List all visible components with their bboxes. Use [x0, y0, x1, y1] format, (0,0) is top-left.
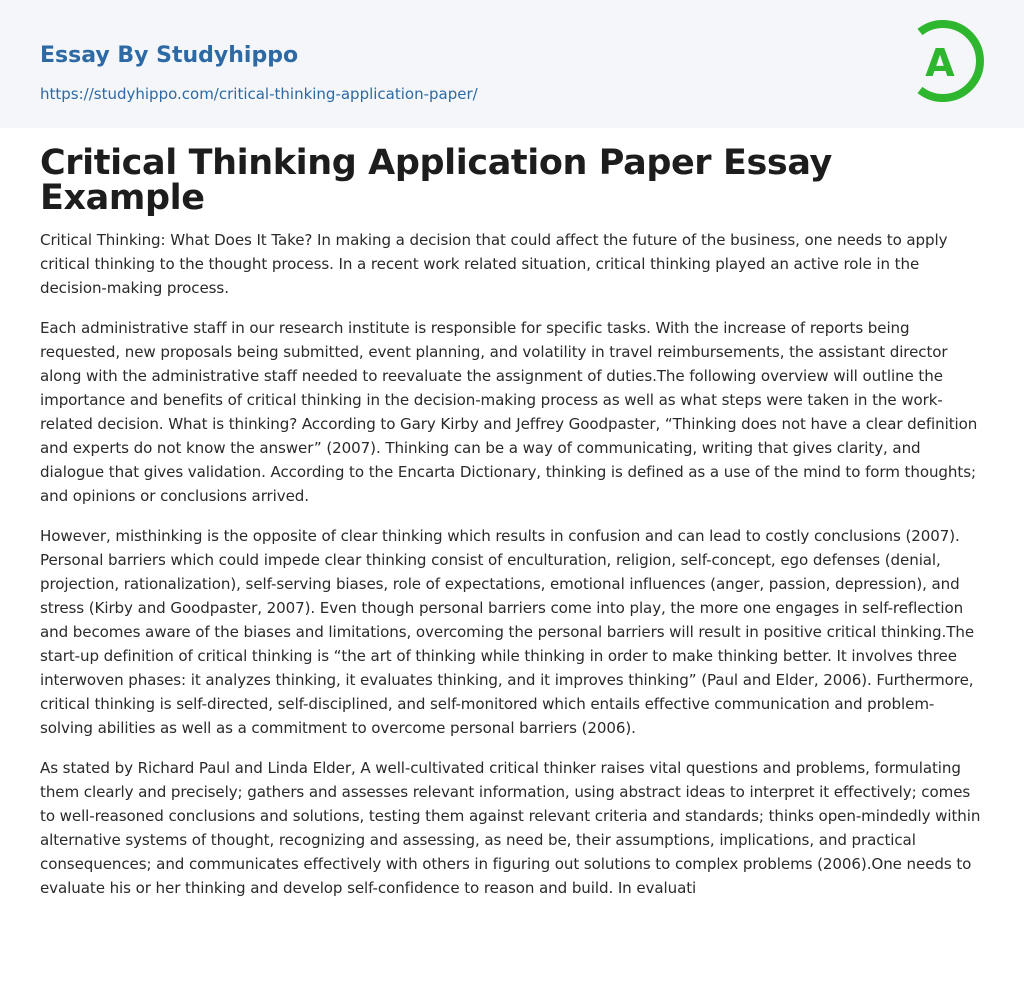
source-url-link[interactable]: https://studyhippo.com/critical-thinking-application-paper/ — [40, 85, 478, 103]
logo-letter: A — [925, 41, 955, 85]
article-paragraph-1: Critical Thinking: What Does It Take? In making a decision that could affect the future of the business, one needs to apply critical thinking to the thought process. In a recent work related situation, critical thinking played an active role in the decision-making process. — [40, 231, 948, 297]
studyhippo-logo-icon[interactable] — [910, 18, 986, 104]
site-title[interactable]: Essay By Studyhippo — [40, 43, 299, 68]
article-paragraph-2: Each administrative staff in our research institute is responsible for specific tasks. With the increase of reports being requested, new proposals being submitted, event planning, and volatility in travel reimbursements, the assistant director along with the administrative staff needed to reevaluate the assignment of duties.The following overview will outline the importance and benefits of critical thinking in the decision-making process as well as what steps were taken in the work-related decision. What is thinking? According to Gary Kirby and Jeffrey Goodpaster, “Thinking does not have a clear definition and experts do not know the answer” (2007). Thinking can be a way of communicating, writing that gives clarity, and dialogue that gives validation. According to the Encarta Dictionary, thinking is defined as a use of the mind to form thoughts; and opinions or conclusions arrived. — [40, 319, 978, 505]
site-header — [0, 0, 1024, 128]
page-title: Critical Thinking Application Paper Essay Example — [40, 143, 832, 218]
article-paragraph-3: However, misthinking is the opposite of clear thinking which results in confusion and can lead to costly conclusions (2007). Personal barriers which could impede clear thinking consist of enculturation, religion, self-concept, ego defenses (denial, projection, rationalization), self-serving biases, role of expectations, emotional influences (anger, passion, depression), and stress (Kirby and Goodpaster, 2007). Even though personal barriers come into play, the more one engages in self-reflection and becomes aware of the biases and limitations, overcoming the personal barriers will result in positive critical thinking.The start-up definition of critical thinking is “the art of thinking while thinking in order to make thinking better. It involves three interwoven phases: it analyzes thinking, it evaluates thinking, and it improves thinking” (Paul and Elder, 2006). Furthermore, critical thinking is self-directed, self-disciplined, and self-monitored which entails effective communication and problem-solving abilities as well as a commitment to overcome personal barriers (2006). — [40, 527, 975, 737]
article — [40, 143, 984, 916]
article-paragraph-4: As stated by Richard Paul and Linda Elder, A well-cultivated critical thinker raises vital questions and problems, formulating them clearly and precisely; gathers and assesses relevant information, using abstract ideas to interpret it effectively; comes to well-reasoned conclusions and solutions, testing them against relevant criteria and standards; thinks open-mindedly within alternative systems of thought, recognizing and assessing, as need be, their assumptions, implications, and practical consequences; and communicates effectively with others in figuring out solutions to complex problems (2006).One needs to evaluate his or her thinking and develop self-confidence to reason and build. In evaluati — [40, 759, 981, 897]
